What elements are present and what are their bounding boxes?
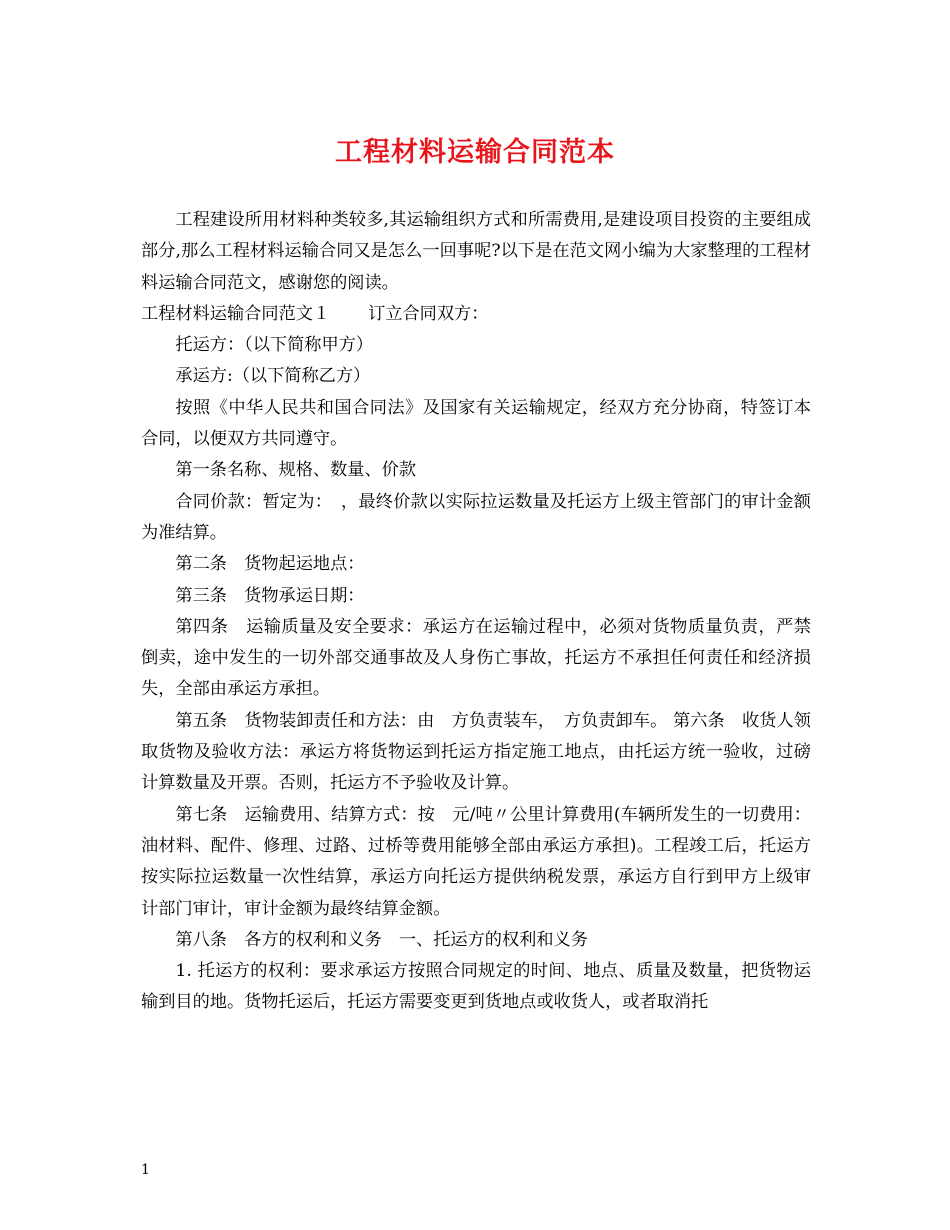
article-4: 第四条 运输质量及安全要求：承运方在运输过程中，必须对货物质量负责，严禁倒卖，途中发生的一切外部交通事故及人身伤亡事故，托运方不承担任何责任和经济损失，全部由承运方承担。 <box>141 616 811 700</box>
preamble-paragraph: 按照《中华人民共和国合同法》及国家有关运输规定，经双方充分协商，特签订本合同，以便双方共同遵守。 <box>141 397 811 450</box>
sample-heading: 工程材料运输合同范文１ <box>141 303 331 324</box>
article-8: 第八条 各方的权利和义务 一、托运方的权利和义务 <box>175 929 588 950</box>
sample-heading-line <box>141 299 811 330</box>
intro-paragraph: 工程建设所用材料种类较多,其运输组织方式和所需费用,是建设项目投资的主要组成部分,那么工程材料运输合同又是怎么一回事呢?以下是在范文网小编为大家整理的工程材料运输合同范文，感谢您的阅读。 <box>141 210 811 293</box>
document-title: 工程材料运输合同范本 <box>335 137 615 168</box>
article-3: 第三条 货物承运日期： <box>175 585 365 606</box>
parties-heading: 订立合同双方： <box>368 303 489 324</box>
carrier-line: 承运方:（以下简称乙方） <box>175 366 371 387</box>
shipper-line: 托运方：（以下简称甲方） <box>175 335 374 356</box>
article-8-item-1: 1. 托运方的权利：要求承运方按照合同规定的时间、地点、质量及数量，把货物运输到目的地。货物托运后，托运方需要变更到货地点或收货人，或者取消托 <box>141 961 811 1013</box>
document-body <box>141 205 811 1019</box>
article-1: 第一条名称、规格、数量、价款 <box>175 460 417 481</box>
price-paragraph: 合同价款：暂定为： ，最终价款以实际拉运数量及托运方上级主管部门的审计金额为准结算。 <box>141 491 811 543</box>
page-number: 1 <box>141 1162 150 1178</box>
article-2: 第二条 货物起运地点： <box>175 554 365 575</box>
article-7: 第七条 运输费用、结算方式：按 元/吨〃公里计算费用(车辆所发生的一切费用：油材料、配件、修理、过路、过桥等费用能够全部由承运方承担)。工程竣工后，托运方按实际拉运数量一次性结算，承运方向托运方提供纳税发票，承运方自行到甲方上级审计部门审计，审计金额为最终结算金额。 <box>141 804 811 919</box>
article-5-6: 第五条 货物装卸责任和方法：由 方负责装车， 方负责卸车。 第六条 收货人领取货物及验收方法：承运方将货物运到托运方指定施工地点，由托运方统一验收，过磅计算数量及开票。否则，托运方不予验收及计算。 <box>141 710 811 794</box>
